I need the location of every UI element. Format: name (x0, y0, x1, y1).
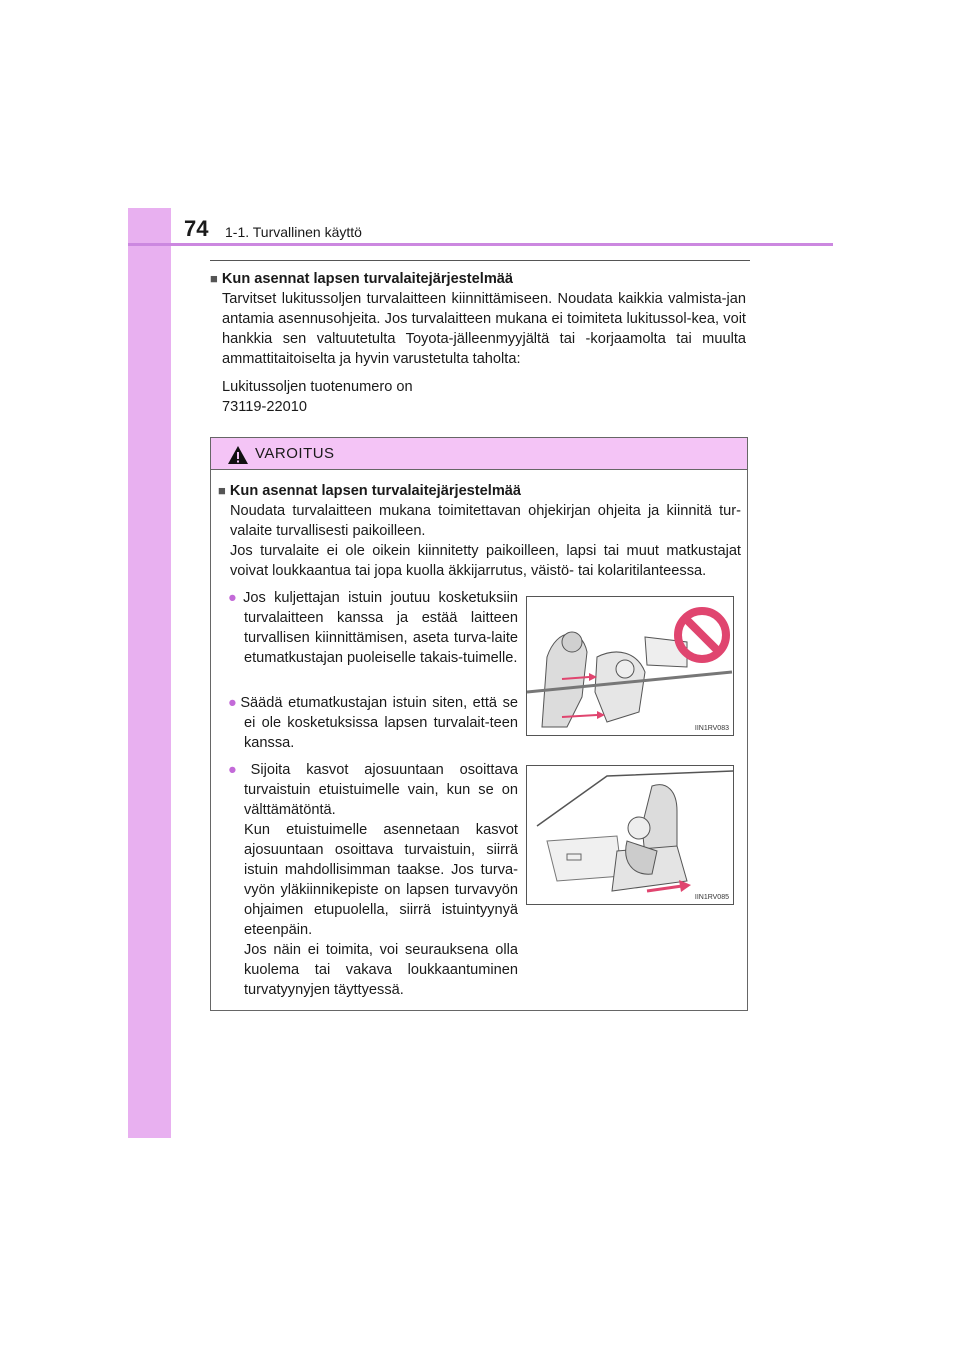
part-number-line2: 73119-22010 (222, 399, 307, 415)
warning-title: VAROITUS (255, 445, 335, 462)
warning-triangle-icon (227, 445, 249, 465)
warning-body (218, 481, 741, 581)
intro-heading: ■ Kun asennat lapsen turvalaitejärjestelmää (210, 271, 514, 287)
warning-bullet-3-detail: Kun etuistuimelle asennetaan kasvot ajosuuntaan osoittava turvaistuin, siirrä istuin mahdollisimman taakse. Jos turva-vyön yläkiinnikepiste on lapsen turvavyön ohjaimen etupuolella, siirrä istuintyynyä eteenpäin. (244, 822, 518, 938)
warning-heading: ■ Kun asennat lapsen turvalaitejärjestelmää (218, 483, 522, 499)
warning-bullet-3-consequence: Jos näin ei toimita, voi seurauksena olla kuolema tai vakava loukkaantuminen turvatyynyjen täyttyessä. (244, 942, 518, 998)
page-number: 74 (184, 216, 209, 241)
warning-para2: Jos turvalaite ei ole oikein kiinnitetty paikoilleen, lapsi tai muut matkustajat voivat loukkaantua tai jopa kuolla äkkijarrutus, väistö- tai kolaritilanteessa. (230, 543, 741, 579)
figure-code: IIN1RV085 (694, 894, 729, 901)
chapter-title: 1-1. Turvallinen käyttö (225, 224, 362, 240)
warning-bullet-2: ● Säädä etumatkustajan istuin siten, että se ei ole kosketuksissa lapsen turvalait-teen kanssa. (228, 695, 518, 751)
illustration-rear-facing-seat (526, 596, 734, 736)
chapter-sidebar-tab (128, 208, 171, 1138)
warning-bullet-1: ● Jos kuljettajan istuin joutuu kosketuksiin turvalaitteen kanssa ja estää laitteen turvallisen kiinnittämisen, aseta turva-laite etumatkustajan puoleiselle takais-tuimelle. (228, 590, 518, 666)
circle-bullet-icon: ● (228, 695, 239, 711)
illustration-forward-facing-seat (526, 765, 734, 905)
intro-section (210, 269, 746, 417)
part-number-line1: Lukitussoljen tuotenumero on (222, 379, 413, 395)
section-rule (210, 260, 750, 261)
square-bullet-icon: ■ (218, 483, 226, 498)
figure-code: IIN1RV083 (694, 725, 729, 732)
square-bullet-icon: ■ (210, 271, 218, 286)
circle-bullet-icon: ● (228, 762, 249, 778)
warning-box (210, 437, 748, 1011)
car-seat-forward-illustration (527, 766, 733, 904)
warning-header (211, 438, 747, 470)
warning-bullet-3: ● Sijoita kasvot ajosuuntaan osoittava turvaistuin etuistuimelle vain, kun se on välttämätöntä. Kun etuistuimelle asennetaan kasvot ajosuuntaan osoittava turvaistuin, siirrä istuin mahdollisimman taakse. Jos turva-vyön yläkiinnikepiste on lapsen turvavyön ohjaimen etupuolella, siirrä istuintyynyä eteenpäin. Jos näin ei toimita, voi seurauksena olla kuolema tai vakava loukkaantuminen turvatyynyjen täyttyessä. (218, 760, 518, 1000)
car-seat-prohibited-illustration (527, 597, 733, 735)
warning-para1: Noudata turvalaitteen mukana toimitettavan ohjekirjan ohjeita ja kiinnitä tur-valaite turvallisesti paikoilleen. (230, 503, 741, 539)
intro-paragraph: Tarvitset lukitussoljen turvalaitteen kiinnittämiseen. Noudata kaikkia valmista-jan antamia asennusohjeita. Jos turvalaitteen mukana ei toimiteta lukitussol-kea, voit hankkia sen valtuutetulta Toyota-jälleenmyyjältä tai -korjaamolta tai muulta ammattitaitoiselta ja hyvin varustetulta taholta: (222, 291, 746, 367)
circle-bullet-icon: ● (228, 590, 242, 606)
header-rule (128, 243, 833, 246)
